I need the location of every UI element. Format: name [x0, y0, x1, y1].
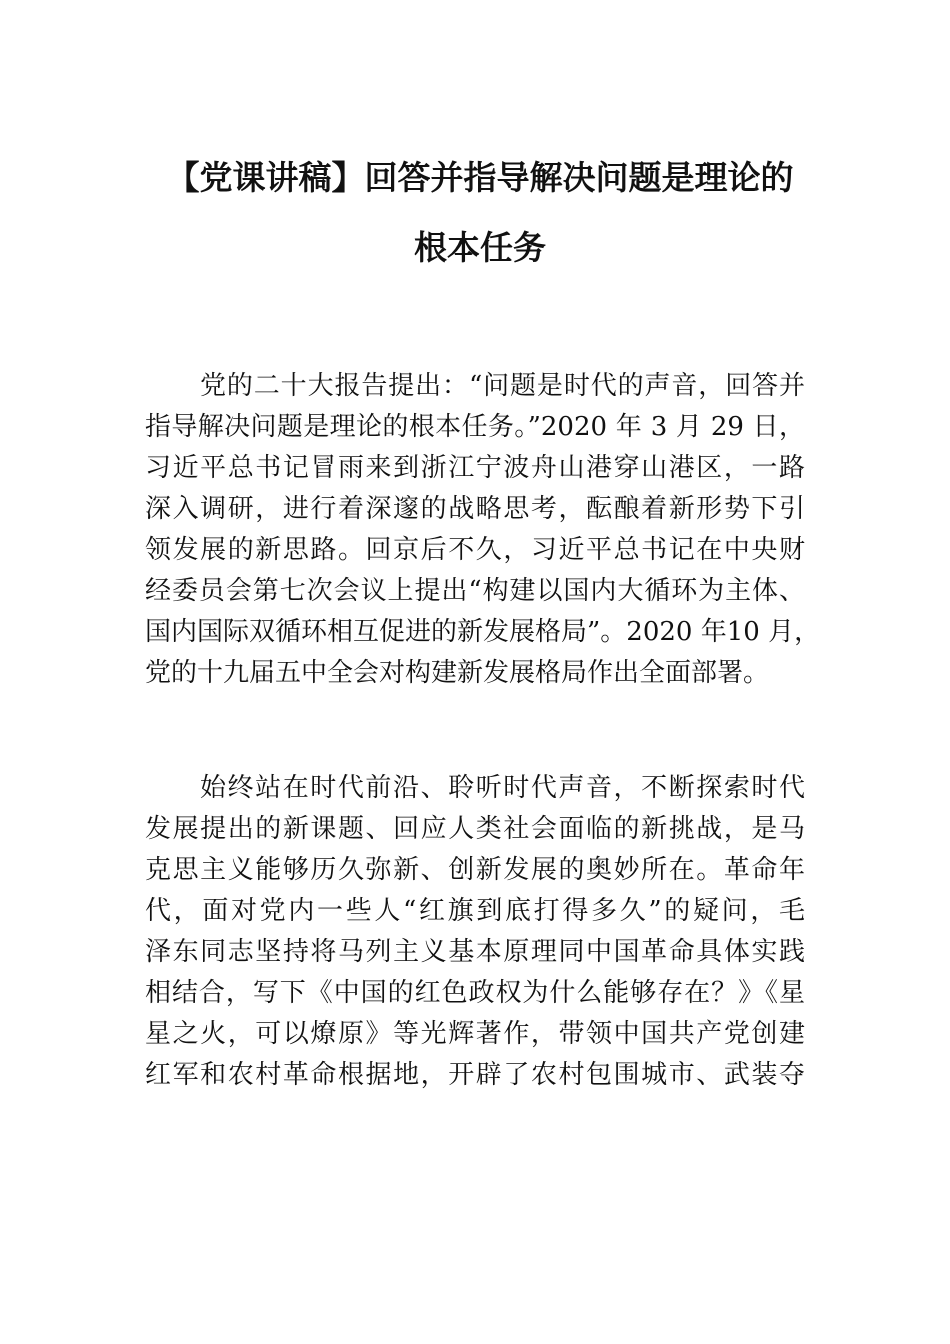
- paragraph-line: 发展提出的新课题、回应人类社会面临的新挑战，是马: [145, 814, 805, 844]
- paragraph-line: 党的十九届五中全会对构建新发展格局作出全面部署。: [145, 658, 770, 688]
- paragraph-line: 相结合，写下《中国的红色政权为什么能够存在？》《星: [145, 978, 805, 1008]
- paragraph-2: [145, 768, 805, 1096]
- paragraph-line: 深入调研，进行着深邃的战略思考，酝酿着新形势下引: [145, 494, 805, 524]
- paragraph-line: 国内国际双循环相互促进的新发展格局”。2020 年10 月，: [145, 617, 821, 647]
- paragraph-line: 习近平总书记冒雨来到浙江宁波舟山港穿山港区，一路: [145, 453, 805, 483]
- document-title: [140, 143, 820, 283]
- paragraph-line: 党的二十大报告提出：“问题是时代的声音，回答并: [200, 371, 805, 401]
- paragraph-line: 指导解决问题是理论的根本任务。”2020 年 3 月 29 日，: [145, 412, 805, 442]
- paragraph-line: 星之火，可以燎原》等光辉著作，带领中国共产党创建: [145, 1019, 805, 1049]
- paragraph-line: 代，面对党内一些人“红旗到底打得多久”的疑问，毛: [145, 896, 805, 926]
- paragraph-line: 经委员会第七次会议上提出“构建以国内大循环为主体、: [145, 576, 805, 606]
- paragraph-line: 泽东同志坚持将马列主义基本原理同中国革命具体实践: [145, 937, 805, 967]
- title-line-2: 根本任务: [414, 228, 546, 267]
- paragraph-line: 克思主义能够历久弥新、创新发展的奥妙所在。革命年: [145, 855, 805, 885]
- title-line-1: 【党课讲稿】回答并指导解决问题是理论的: [166, 158, 794, 197]
- paragraph-line: 领发展的新思路。回京后不久，习近平总书记在中央财: [145, 535, 805, 565]
- paragraph-line: 红军和农村革命根据地，开辟了农村包围城市、武装夺: [145, 1060, 805, 1090]
- paragraph-line: 始终站在时代前沿、聆听时代声音，不断探索时代: [200, 773, 805, 803]
- paragraph-1: [145, 366, 821, 694]
